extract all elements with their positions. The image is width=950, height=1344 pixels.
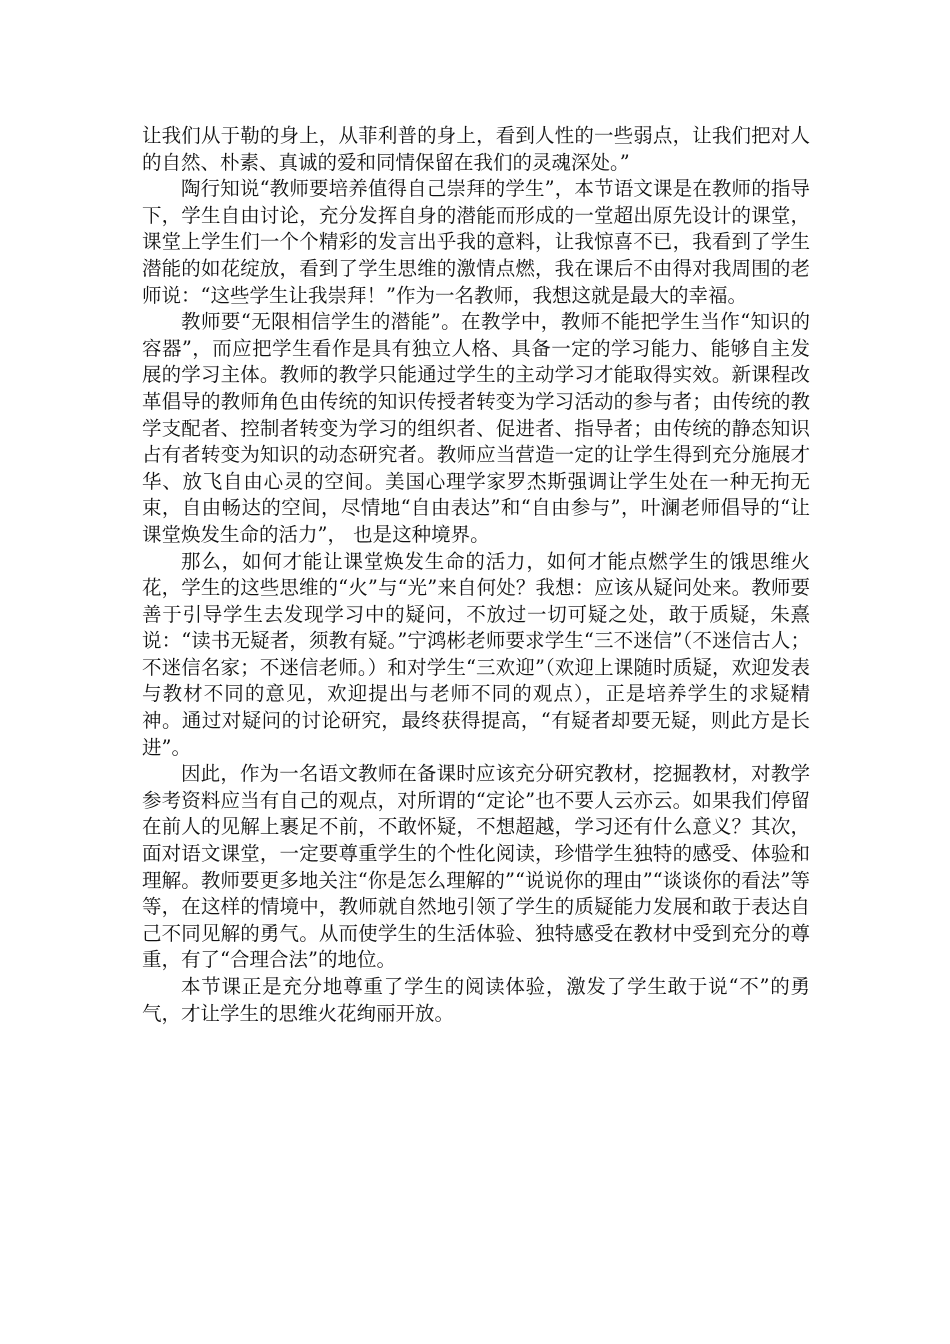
- paragraph-2: 陶行知说“教师要培养值得自己崇拜的学生”，本节语文课是在教师的指导下，学生自由讨论，充分发挥自身的潜能而形成的一堂超出原先设计的课堂，课堂上学生们一个个精彩的发言出乎我的意料，让我惊喜不已，我看到了学生潜能的如花绽放，看到了学生思维的激情点燃，我在课后不由得对我周围的老师说：“这些学生让我崇拜！”作为一名教师，我想这就是最大的幸福。: [142, 177, 810, 307]
- paragraph-3: 教师要“无限相信学生的潜能”。在教学中，教师不能把学生当作“知识的容器”，而应把学生看作是具有独立人格、具备一定的学习能力、能够自主发展的学习主体。教师的教学只能通过学生的主动学习才能取得实效。新课程改革倡导的教师角色由传统的知识传授者转变为学习活动的参与者；由传统的教学支配者、控制者转变为学习的组织者、促进者、指导者；由传统的静态知识占有者转变为知识的动态研究者。教师应当营造一定的让学生得到充分施展才华、放飞自由心灵的空间。美国心理学家罗杰斯强调让学生处在一种无拘无束，自由畅达的空间，尽情地“自由表达”和“自由参与”，叶澜老师倡导的“让课堂焕发生命的活力”， 也是这种境界。: [142, 310, 810, 546]
- paragraph-6: 本节课正是充分地尊重了学生的阅读体验，激发了学生敢于说“不”的勇气，才让学生的思维火花绚丽开放。: [142, 975, 810, 1025]
- paragraph-1: 让我们从于勒的身上，从菲利普的身上，看到人性的一些弱点，让我们把对人的自然、朴素、真诚的爱和同情保留在我们的灵魂深处。”: [142, 124, 810, 174]
- paragraph-5: 因此，作为一名语文教师在备课时应该充分研究教材，挖掘教材，对教学参考资料应当有自己的观点，对所谓的“定论”也不要人云亦云。如果我们停留在前人的见解上裹足不前，不敢怀疑，不想超越，学习还有什么意义？其次，面对语文课堂，一定要尊重学生的个性化阅读，珍惜学生独特的感受、体验和理解。教师要更多地关注“你是怎么理解的”“说说你的理由”“谈谈你的看法”等等，在这样的情境中，教师就自然地引领了学生的质疑能力发展和敢于表达自己不同见解的勇气。从而使学生的生活体验、独特感受在教材中受到充分的尊重，有了“合理合法”的地位。: [142, 762, 810, 972]
- document-body: [142, 123, 810, 1027]
- paragraph-4: 那么，如何才能让课堂焕发生命的活力，如何才能点燃学生的饿思维火花，学生的这些思维的“火”与“光”来自何处？我想：应该从疑问处来。教师要善于引导学生去发现学习中的疑问，不放过一切可疑之处，敢于质疑，朱熹说：“读书无疑者，须教有疑。”宁鸿彬老师要求学生“三不迷信”（不迷信古人；不迷信名家；不迷信老师。）和对学生“三欢迎”（欢迎上课随时质疑，欢迎发表与教材不同的意见，欢迎提出与老师不同的观点），正是培养学生的求疑精神。通过对疑问的讨论研究，最终获得提高，“有疑者却要无疑，则此方是长进”。: [142, 549, 810, 759]
